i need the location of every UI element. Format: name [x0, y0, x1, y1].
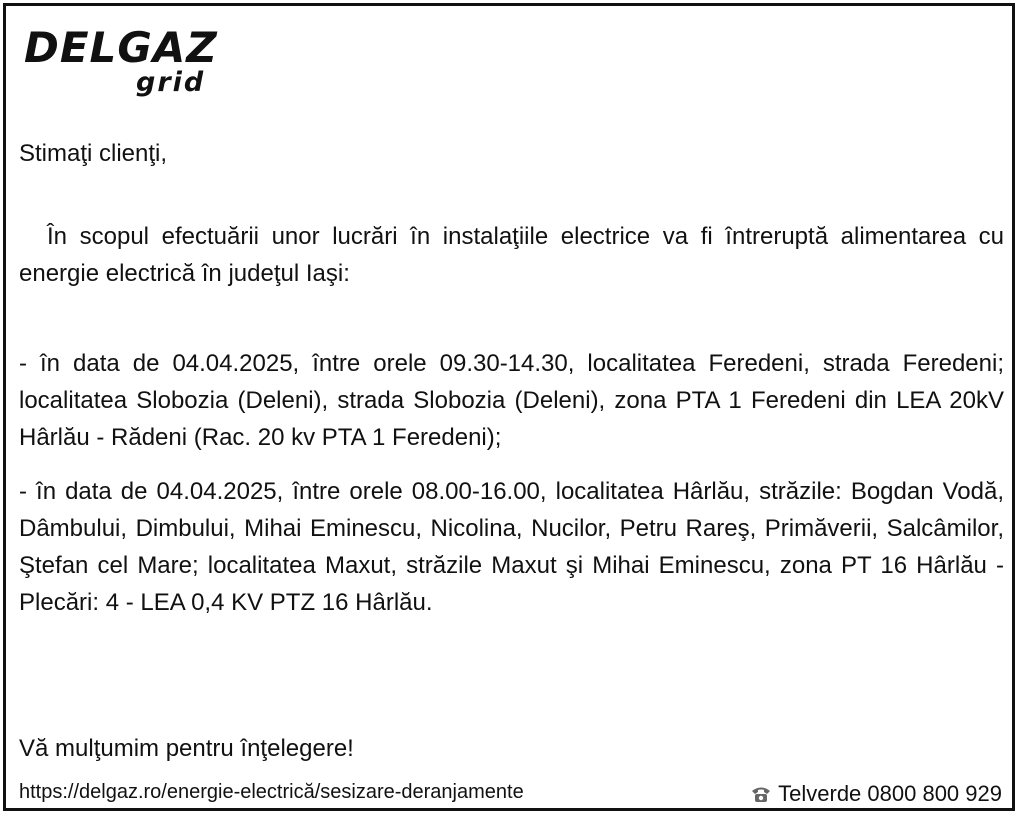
closing-thanks: Vă mulţumim pentru înţelegere! [19, 735, 354, 762]
logo-subtitle: grid [136, 67, 206, 98]
greeting: Stimaţi clienţi, [19, 140, 168, 167]
outage-item-2: - în data de 04.04.2025, între orele 08.00-16.00, localitatea Hârlău, străzile: Bogdan Vodă, Dâmbului, Dimbului, Mihai Eminescu, Nicolina, Nucilor, Petru Rareş, Primăverii, Salcâmilor, Ştefan cel Mare; localitatea Maxut, străzile Maxut şi Mihai Eminescu, zona PT 16 Hârlău - Plecări: 4 - LEA 0,4 KV PTZ 16 Hârlău. [19, 478, 1004, 616]
footer-phone [750, 781, 1002, 807]
intro-paragraph: În scopul efectuării unor lucrări în instalaţiile electrice va fi întreruptă alimentarea cu energie electrică în judeţul Iaşi: [19, 223, 1004, 287]
telephone-icon [750, 785, 772, 803]
logo-wordmark: DELGAZ [24, 23, 218, 72]
phone-number: Telverde 0800 800 929 [778, 781, 1002, 806]
footer-url-link[interactable]: https://delgaz.ro/energie-electrică/sesizare-deranjamente [19, 781, 524, 803]
delgaz-grid-logo [24, 23, 224, 102]
outage-item-1: - în data de 04.04.2025, între orele 09.30-14.30, localitatea Feredeni, strada Feredeni; localitatea Slobozia (Deleni), strada Slobozia (Deleni), zona PTA 1 Feredeni din LEA 20kV Hârlău - Rădeni (Rac. 20 kv PTA 1 Feredeni); [19, 350, 1004, 451]
